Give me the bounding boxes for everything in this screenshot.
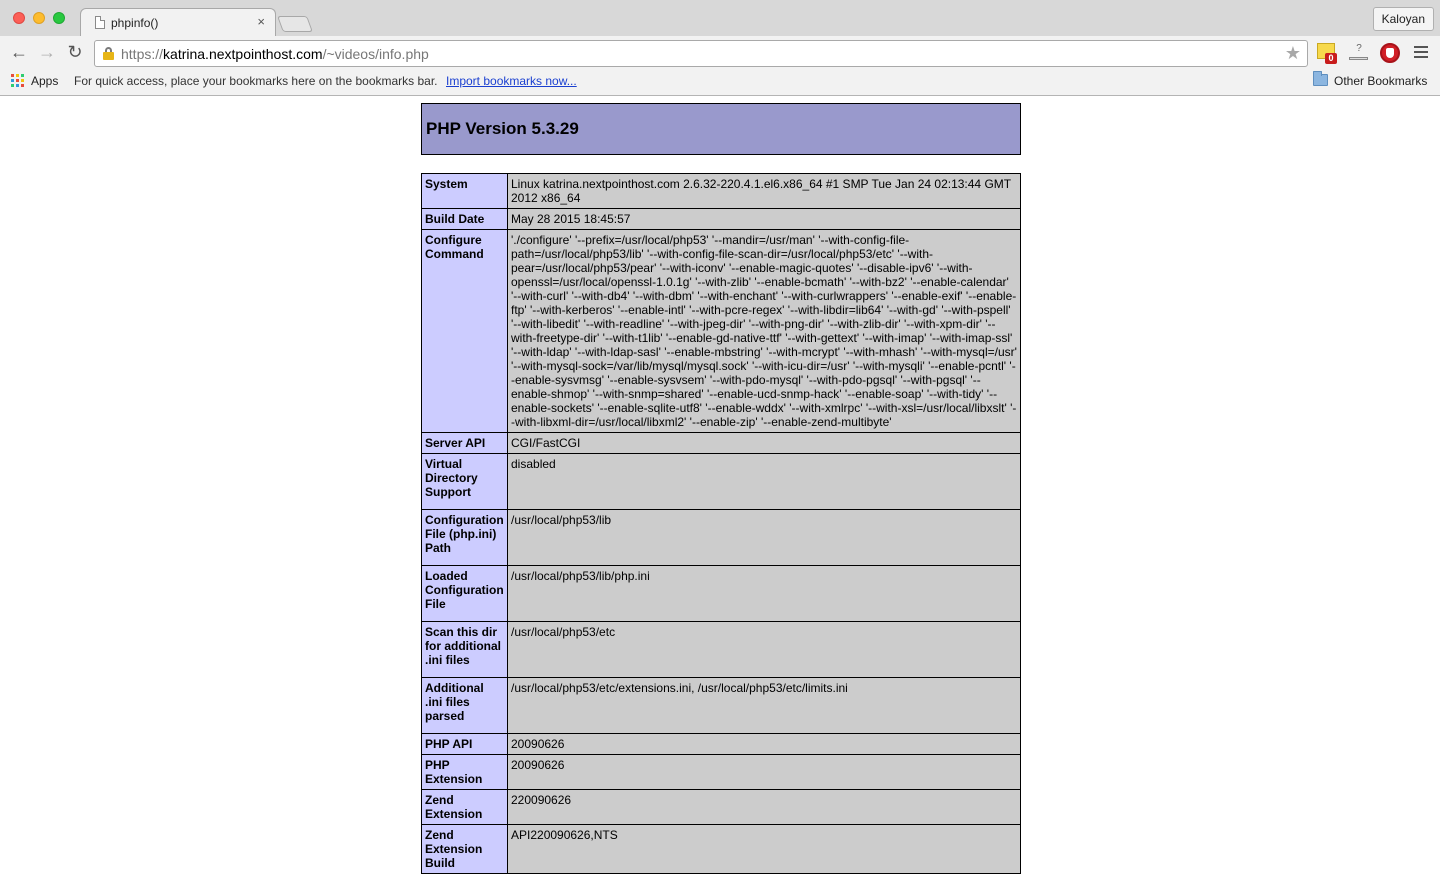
reload-icon[interactable]: ↻	[67, 42, 83, 62]
page-content	[0, 96, 1440, 870]
tab-strip	[0, 0, 1440, 36]
row-key: Zend Extension Build	[422, 825, 508, 874]
back-arrow-icon[interactable]: ←	[10, 42, 28, 62]
table-row	[422, 678, 1021, 734]
table-row	[422, 622, 1021, 678]
help-icon[interactable]: ?	[1348, 43, 1370, 65]
table-row	[422, 755, 1021, 790]
row-key: PHP API	[422, 734, 508, 755]
table-row	[422, 734, 1021, 755]
table-row	[422, 566, 1021, 622]
php-version-header	[421, 103, 1021, 155]
bookmarks-bar	[0, 70, 1440, 95]
row-key: Server API	[422, 433, 508, 454]
row-value: './configure' '--prefix=/usr/local/php53' '--mandir=/usr/man' '--with-config-file-path=/usr/local/php53/lib' '--with-config-file-scan-dir=/usr/local/php53/etc' '--with-pear=/usr/local/php53/pear' '--with-iconv' '--enable-magic-quotes' '--disable-ipv6' '--with-openssl=/usr/local/openssl-1.0.1g' '--with-zlib' '--enable-bcmath' '--with-bz2' '--enable-calendar' '--with-curl' '--with-db4' '--with-dbm' '--with-enchant' '--with-curlwrappers' '--enable-exif' '--enable-ftp' '--with-kerberos' '--enable-intl' '--with-pcre-regex' '--with-libdir=lib64' '--with-gd' '--with-pspell' '--with-libedit' '--with-readline' '--with-jpeg-dir' '--with-png-dir' '--with-zlib-dir' '--with-xpm-dir' '--with-freetype-dir' '--with-t1lib' '--enable-gd-native-ttf' '--with-gettext' '--with-imap' '--with-imap-ssl' '--with-ldap' '--with-ldap-sasl' '--enable-mbstring' '--with-mcrypt' '--with-mhash' '--with-mysql=/usr' '--with-mysql-sock=/var/lib/mysql/mysql.sock' '--with-icu-dir=/usr' '--with-mysqli' '--enable-pcntl' '--enable-sysvmsg' '--enable-sysvsem' '--with-pdo-mysql' '--with-pdo-pgsql' '--with-pgsql' '--enable-shmop' '--with-snmp=shared' '--enable-ucd-snmp-hack' '--enable-soap' '--with-tidy' '--enable-sockets' '--enable-sqlite-utf8' '--enable-wddx' '--with-xmlrpc' '--with-xsl=/usr/local/libxslt' '--with-libxml-dir=/usr/local/libxml2' '--enable-zip' '--enable-zend-multibyte'	[508, 230, 1021, 433]
row-value: 220090626	[508, 790, 1021, 825]
row-key: Additional .ini files parsed	[422, 678, 508, 734]
row-value: /usr/local/php53/lib	[508, 510, 1021, 566]
table-row	[422, 790, 1021, 825]
row-key: PHP Extension	[422, 755, 508, 790]
table-row	[422, 230, 1021, 433]
apps-link[interactable]: Apps	[31, 74, 59, 88]
folder-icon[interactable]	[1313, 74, 1328, 86]
row-key: System	[422, 174, 508, 209]
table-row	[422, 209, 1021, 230]
row-key: Zend Extension	[422, 790, 508, 825]
table-row	[422, 454, 1021, 510]
row-value: /usr/local/php53/etc	[508, 622, 1021, 678]
window-maximize-button[interactable]	[53, 12, 65, 24]
table-row	[422, 825, 1021, 874]
table-row	[422, 510, 1021, 566]
star-icon[interactable]: ★	[1284, 43, 1301, 63]
bookmarks-hint: For quick access, place your bookmarks here on the bookmarks bar.	[74, 74, 438, 88]
other-bookmarks-button[interactable]: Other Bookmarks	[1334, 74, 1428, 88]
address-bar[interactable]	[94, 40, 1308, 67]
row-key: Loaded Configuration File	[422, 566, 508, 622]
stop-icon[interactable]	[1380, 43, 1400, 63]
page-icon	[95, 16, 105, 29]
menu-icon[interactable]	[1414, 46, 1428, 58]
lock-warning-icon[interactable]	[103, 47, 114, 60]
sticky-notes-icon[interactable]	[1317, 43, 1339, 65]
row-value: /usr/local/php53/lib/php.ini	[508, 566, 1021, 622]
new-tab-button[interactable]	[277, 16, 313, 32]
info-table	[421, 173, 1021, 874]
row-value: disabled	[508, 454, 1021, 510]
row-value: API220090626,NTS	[508, 825, 1021, 874]
window-close-button[interactable]	[13, 12, 25, 24]
window-minimize-button[interactable]	[33, 12, 45, 24]
browser-toolbar	[0, 36, 1440, 70]
url-text[interactable]: https://katrina.nextpointhost.com/~videos/info.php	[121, 46, 429, 62]
page-title: PHP Version 5.3.29	[426, 119, 579, 138]
row-value: /usr/local/php53/etc/extensions.ini, /usr/local/php53/etc/limits.ini	[508, 678, 1021, 734]
row-key: Build Date	[422, 209, 508, 230]
row-value: 20090626	[508, 734, 1021, 755]
info-rows	[422, 174, 1021, 874]
tab-phpinfo[interactable]	[80, 8, 276, 36]
phpinfo-container	[421, 103, 1021, 874]
row-value: CGI/FastCGI	[508, 433, 1021, 454]
profile-button[interactable]: Kaloyan	[1373, 7, 1434, 31]
tab-close-icon[interactable]: ×	[257, 14, 265, 29]
browser-chrome	[0, 0, 1440, 96]
row-key: Scan this dir for additional .ini files	[422, 622, 508, 678]
table-row	[422, 433, 1021, 454]
row-key: Virtual Directory Support	[422, 454, 508, 510]
forward-arrow-icon[interactable]: →	[38, 42, 56, 62]
row-key: Configure Command	[422, 230, 508, 433]
row-key: Configuration File (php.ini) Path	[422, 510, 508, 566]
row-value: 20090626	[508, 755, 1021, 790]
notes-badge: 0	[1325, 53, 1337, 64]
row-value: Linux katrina.nextpointhost.com 2.6.32-220.4.1.el6.x86_64 #1 SMP Tue Jan 24 02:13:44 GMT 2012 x86_64	[508, 174, 1021, 209]
row-value: May 28 2015 18:45:57	[508, 209, 1021, 230]
import-bookmarks-link[interactable]: Import bookmarks now...	[446, 74, 577, 88]
tab-title: phpinfo()	[111, 16, 159, 30]
apps-grid-icon[interactable]	[11, 74, 24, 87]
table-row	[422, 174, 1021, 209]
